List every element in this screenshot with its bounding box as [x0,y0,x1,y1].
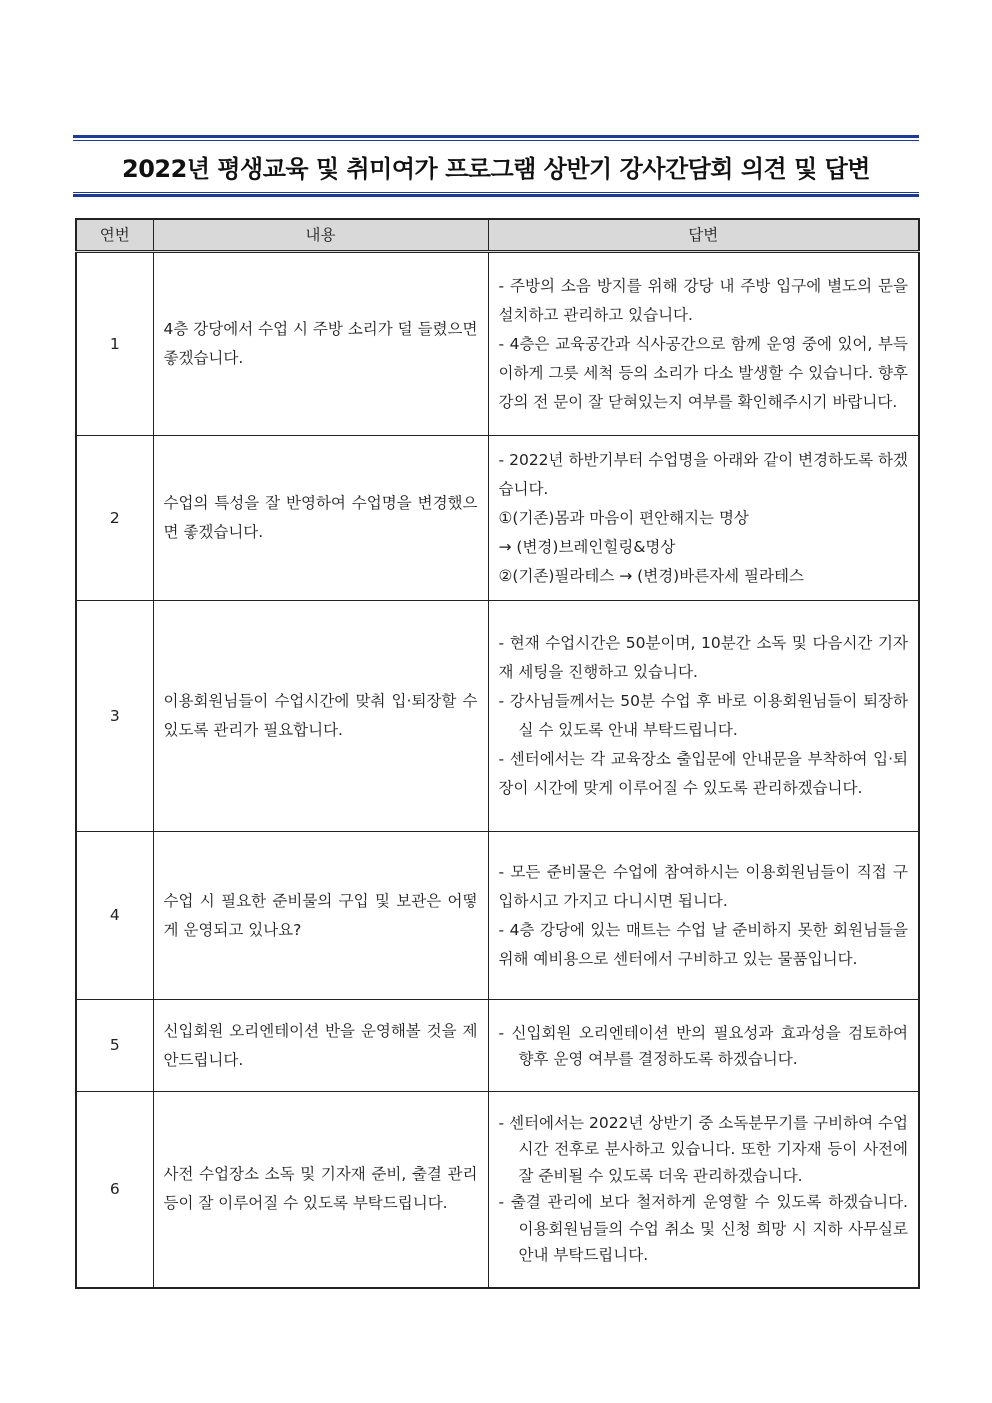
answer-line: - 센터에서는 각 교육장소 출입문에 안내문을 부착하여 입·퇴장이 시간에 맞게 이루어질 수 있도록 관리하겠습니다. [498,750,908,797]
header-answer: 답변 [488,219,919,252]
row-number: 4 [76,832,153,1000]
table-row [76,252,919,436]
row-answer [488,832,919,1000]
answer-line: - 센터에서는 2022년 상반기 중 소독분무기를 구비하여 수업시간 전후로 분사하고 있습니다. 또한 기자재 등이 사전에 잘 준비될 수 있도록 더욱 관리하겠습니다. [498,1113,908,1185]
answer-line: - 주방의 소음 방지를 위해 강당 내 주방 입구에 별도의 문을 설치하고 관리하고 있습니다. [498,276,908,324]
row-answer [488,601,919,832]
row-content: 수업 시 필요한 준비물의 구입 및 보관은 어떻게 운영되고 있나요? [153,832,488,1000]
row-number: 1 [76,252,153,436]
answer-line: ②(기존)필라테스 → (변경)바른자세 필라테스 [498,566,804,585]
row-content: 신입회원 오리엔테이션 반을 운영해볼 것을 제안드립니다. [153,1000,488,1092]
answer-line: - 강사님들께서는 50분 수업 후 바로 이용회원님들이 퇴장하실 수 있도록 안내 부탁드립니다. [498,692,908,739]
document-title: 2022년 평생교육 및 취미여가 프로그램 상반기 강사간담회 의견 및 답변 [122,155,870,183]
row-number: 6 [76,1092,153,1288]
row-answer [488,1092,919,1288]
table-row [76,832,919,1000]
qa-table [75,218,920,1289]
row-answer [488,252,919,436]
row-answer [488,436,919,601]
table-row [76,1092,919,1288]
header-no: 연번 [76,219,153,252]
table-row [76,601,919,832]
table-header-row [76,219,919,252]
row-content: 수업의 특성을 잘 반영하여 수업명을 변경했으면 좋겠습니다. [153,436,488,601]
answer-line: - 모든 준비물은 수업에 참여하시는 이용회원님들이 직접 구입하시고 가지고 다니시면 됩니다. [498,862,908,910]
table-row [76,436,919,601]
row-content: 4층 강당에서 수업 시 주방 소리가 덜 들렸으면 좋겠습니다. [153,252,488,436]
answer-line: ①(기존)몸과 마음이 편안해지는 명상 [498,508,749,527]
row-number: 3 [76,601,153,832]
table-row [76,1000,919,1092]
answer-line: - 신입회원 오리엔테이션 반의 필요성과 효과성을 검토하여 향후 운영 여부를 결정하도록 하겠습니다. [498,1023,908,1068]
answer-line: - 2022년 하반기부터 수업명을 아래와 같이 변경하도록 하겠습니다. [498,450,908,498]
header-content: 내용 [153,219,488,252]
title-rule-top-thin [73,140,919,141]
answer-line: - 출결 관리에 보다 철저하게 운영할 수 있도록 하겠습니다. 이용회원님들의 수업 취소 및 신청 희망 시 지하 사무실로 안내 부탁드립니다. [498,1193,908,1265]
row-content: 사전 수업장소 소독 및 기자재 준비, 출결 관리 등이 잘 이루어질 수 있도록 부탁드립니다. [153,1092,488,1288]
answer-line: - 4층은 교육공간과 식사공간으로 함께 운영 중에 있어, 부득이하게 그릇 세척 등의 소리가 다소 발생할 수 있습니다. 향후 강의 전 문이 잘 닫혀있는지 여부를 확인해주시기 바랍니다. [498,334,908,411]
row-number: 2 [76,436,153,601]
title-block [73,135,919,199]
title-rule-top [73,135,919,138]
row-answer [488,1000,919,1092]
title-rule-bottom-thin [73,192,919,193]
row-content: 이용회원님들이 수업시간에 맞춰 입·퇴장할 수 있도록 관리가 필요합니다. [153,601,488,832]
answer-line: - 현재 수업시간은 50분이며, 10분간 소독 및 다음시간 기자재 세팅을 진행하고 있습니다. [498,634,908,681]
answer-line: → (변경)브레인힐링&명상 [498,537,676,556]
answer-line: - 4층 강당에 있는 매트는 수업 날 준비하지 못한 회원님들을 위해 예비용으로 센터에서 구비하고 있는 물품입니다. [498,920,908,968]
title-rule-bottom [73,194,919,197]
row-number: 5 [76,1000,153,1092]
